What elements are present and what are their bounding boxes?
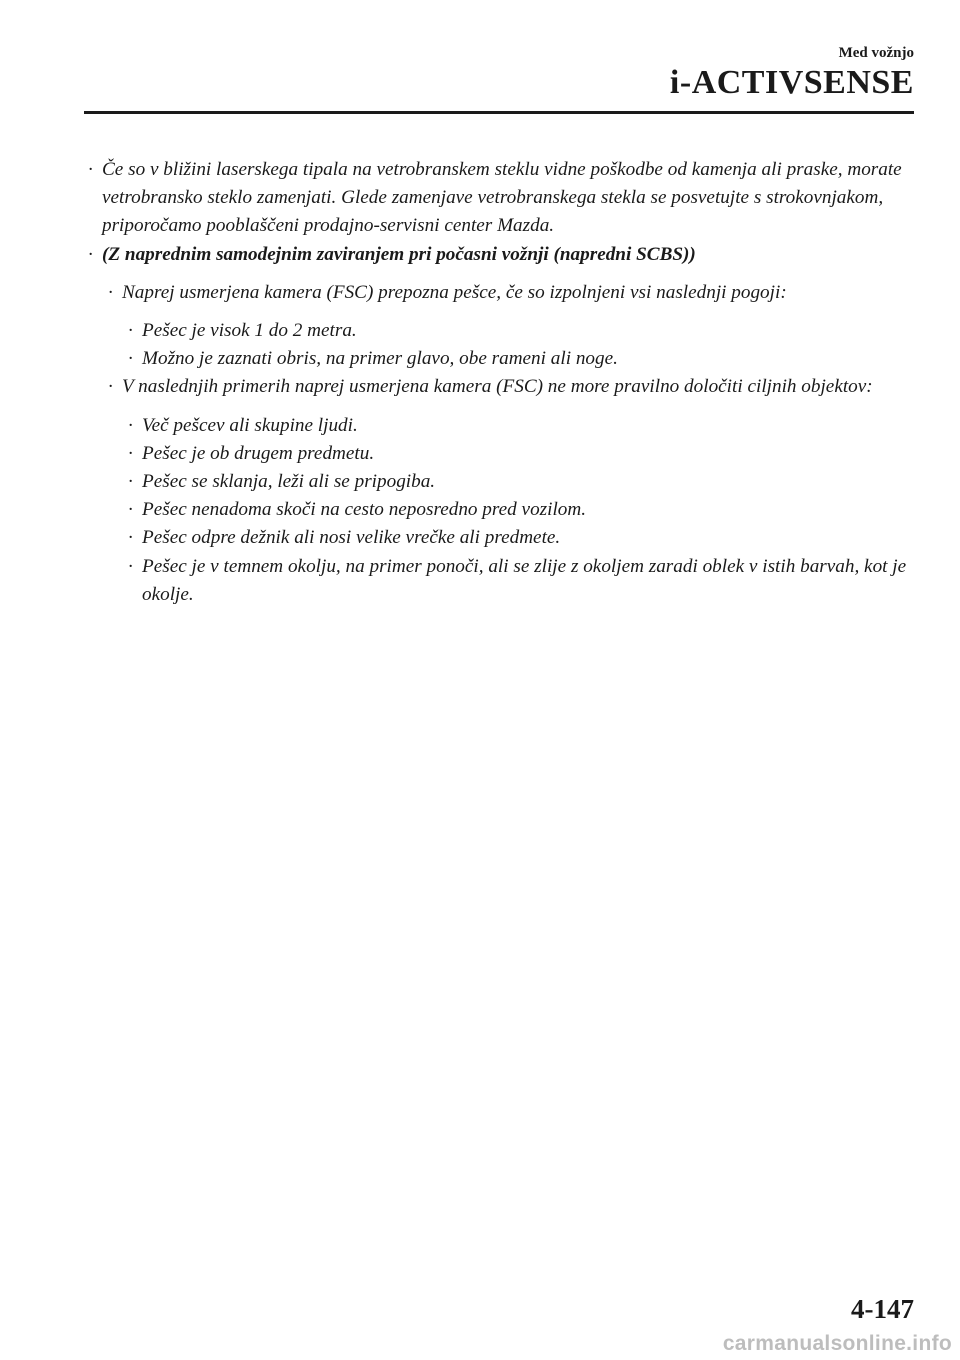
bullet-icon: · [108, 376, 113, 398]
paragraph-text: V naslednjih primerih naprej usmerjena kamera (FSC) ne more pravilno določiti ciljnih objektov: [122, 376, 873, 398]
list-item-text: Pešec nenadoma skoči na cesto neposredno pred vozilom. [142, 499, 587, 521]
list-item [86, 156, 916, 241]
bullet-icon: · [128, 499, 133, 521]
list-item [86, 412, 916, 440]
bullet-icon: · [128, 442, 133, 464]
bullet-icon: · [128, 320, 133, 342]
chapter-title: i-ACTIVSENSE [669, 64, 914, 101]
bullet-icon: · [128, 414, 133, 436]
list-item [86, 553, 916, 609]
subsection-heading: (Z naprednim samodejnim zaviranjem pri počasni vožnji (napredni SCBS)) [102, 243, 696, 265]
list-item [86, 241, 916, 269]
list-item [86, 279, 916, 307]
bullet-icon: · [128, 348, 133, 370]
paragraph-text: Če so v bližini laserskega tipala na vetrobranskem steklu vidne poškodbe od kamenja ali praske, morate vetrobransko steklo zamenjati. Glede zamenjave vetrobranskega stekla se posvetujte s strokovnjakom, priporočamo pooblaščeni prodajno-servisni center Mazda. [102, 159, 902, 237]
page-header [670, 44, 914, 102]
page-number: 4-147 [851, 1294, 914, 1324]
header-rule [84, 111, 914, 114]
list-item [86, 440, 916, 468]
list-item [86, 317, 916, 345]
list-item-text: Pešec se sklanja, leži ali se pripogiba. [142, 471, 436, 493]
paragraph-text: Naprej usmerjena kamera (FSC) prepozna pešce, če so izpolnjeni vsi naslednji pogoji: [122, 281, 787, 303]
list-item [86, 496, 916, 524]
watermark: carmanualsonline.info [722, 1332, 952, 1355]
list-item-text: Pešec je v temnem okolju, na primer ponoči, ali se zlije z okoljem zaradi oblek v istih barvah, kot je okolje. [142, 555, 907, 605]
list-item-text: Pešec je visok 1 do 2 metra. [142, 320, 357, 342]
list-item-text: Pešec je ob drugem predmetu. [142, 442, 375, 464]
list-item-text: Pešec odpre dežnik ali nosi velike vrečke ali predmete. [142, 527, 561, 549]
section-title: Med vožnjo [838, 45, 914, 61]
bullet-icon: · [128, 471, 133, 493]
list-item [86, 345, 916, 373]
bullet-icon: · [108, 281, 113, 303]
bullet-icon: · [88, 159, 93, 180]
list-item-text: Več pešcev ali skupine ljudi. [142, 414, 358, 436]
bullet-icon: · [128, 555, 133, 577]
list-item [86, 468, 916, 496]
bullet-icon: · [128, 527, 133, 549]
list-item [86, 373, 916, 401]
list-item-text: Možno je zaznati obris, na primer glavo, obe rameni ali noge. [142, 348, 618, 370]
bullet-icon: · [88, 243, 93, 265]
page-content [86, 156, 916, 609]
list-item [86, 524, 916, 552]
